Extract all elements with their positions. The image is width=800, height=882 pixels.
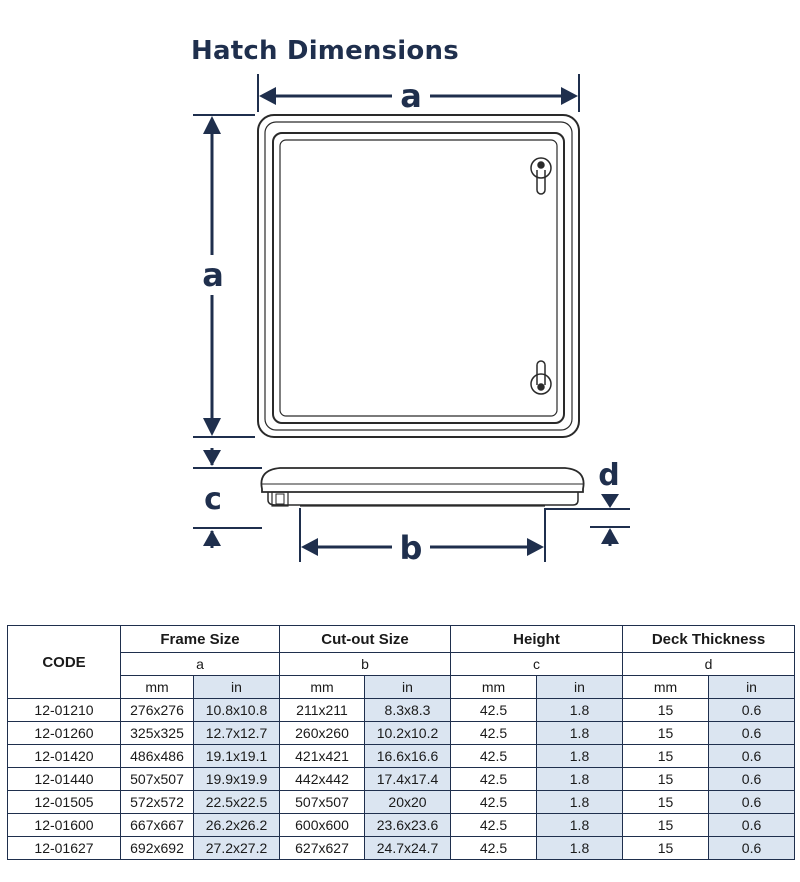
mm-value-cell: 572x572 xyxy=(121,791,194,814)
in-value-cell: 27.2x27.2 xyxy=(194,837,280,860)
unit-mm: mm xyxy=(280,676,365,699)
mm-value-cell: 15 xyxy=(623,814,709,837)
code-cell: 12-01505 xyxy=(8,791,121,814)
unit-in: in xyxy=(194,676,280,699)
in-value-cell: 0.6 xyxy=(709,814,795,837)
in-value-cell: 0.6 xyxy=(709,768,795,791)
group-header-height: Height xyxy=(451,626,623,653)
profile-height-dimension xyxy=(193,448,262,548)
mm-value-cell: 42.5 xyxy=(451,699,537,722)
mm-value-cell: 42.5 xyxy=(451,837,537,860)
in-value-cell: 23.6x23.6 xyxy=(365,814,451,837)
mm-value-cell: 507x507 xyxy=(280,791,365,814)
mm-value-cell: 42.5 xyxy=(451,814,537,837)
code-cell: 12-01260 xyxy=(8,722,121,745)
in-value-cell: 10.2x10.2 xyxy=(365,722,451,745)
mm-value-cell: 507x507 xyxy=(121,768,194,791)
hatch-top-view xyxy=(258,115,579,437)
table-body xyxy=(8,699,795,860)
unit-mm: mm xyxy=(451,676,537,699)
unit-row xyxy=(8,676,795,699)
page-title: Hatch Dimensions xyxy=(191,36,459,66)
in-value-cell: 20x20 xyxy=(365,791,451,814)
code-cell: 12-01600 xyxy=(8,814,121,837)
mm-value-cell: 42.5 xyxy=(451,791,537,814)
cutout-width-label: b xyxy=(399,529,423,567)
in-value-cell: 17.4x17.4 xyxy=(365,768,451,791)
mm-value-cell: 667x667 xyxy=(121,814,194,837)
table-row xyxy=(8,837,795,860)
mm-value-cell: 15 xyxy=(623,699,709,722)
in-value-cell: 8.3x8.3 xyxy=(365,699,451,722)
in-value-cell: 16.6x16.6 xyxy=(365,745,451,768)
group-letter: d xyxy=(623,653,795,676)
code-cell: 12-01210 xyxy=(8,699,121,722)
in-value-cell: 1.8 xyxy=(537,791,623,814)
table-row xyxy=(8,814,795,837)
code-cell: 12-01440 xyxy=(8,768,121,791)
side-height-label: a xyxy=(202,256,224,294)
in-value-cell: 24.7x24.7 xyxy=(365,837,451,860)
mm-value-cell: 15 xyxy=(623,768,709,791)
mm-value-cell: 421x421 xyxy=(280,745,365,768)
code-header: CODE xyxy=(8,626,121,699)
group-header-frame-size: Frame Size xyxy=(121,626,280,653)
profile-height-label: c xyxy=(204,482,222,517)
in-value-cell: 0.6 xyxy=(709,745,795,768)
hatch-profile-view xyxy=(261,468,583,506)
group-header-deck-thickness: Deck Thickness xyxy=(623,626,795,653)
mm-value-cell: 486x486 xyxy=(121,745,194,768)
mm-value-cell: 692x692 xyxy=(121,837,194,860)
mm-value-cell: 325x325 xyxy=(121,722,194,745)
in-value-cell: 0.6 xyxy=(709,837,795,860)
mm-value-cell: 42.5 xyxy=(451,722,537,745)
in-value-cell: 1.8 xyxy=(537,814,623,837)
table-row xyxy=(8,745,795,768)
mm-value-cell: 42.5 xyxy=(451,768,537,791)
hinge-icon xyxy=(531,158,551,194)
hinge-icon xyxy=(531,361,551,394)
group-letter: b xyxy=(280,653,451,676)
dimensions-table xyxy=(7,625,795,860)
mm-value-cell: 15 xyxy=(623,722,709,745)
code-cell: 12-01420 xyxy=(8,745,121,768)
side-height-dimension xyxy=(193,115,255,437)
mm-value-cell: 627x627 xyxy=(280,837,365,860)
mm-value-cell: 276x276 xyxy=(121,699,194,722)
code-cell: 12-01627 xyxy=(8,837,121,860)
in-value-cell: 1.8 xyxy=(537,768,623,791)
unit-in: in xyxy=(709,676,795,699)
in-value-cell: 1.8 xyxy=(537,837,623,860)
unit-in: in xyxy=(365,676,451,699)
in-value-cell: 12.7x12.7 xyxy=(194,722,280,745)
cutout-width-dimension xyxy=(300,508,545,567)
top-width-label: a xyxy=(400,77,422,115)
mm-value-cell: 600x600 xyxy=(280,814,365,837)
group-header-row xyxy=(8,626,795,653)
in-value-cell: 0.6 xyxy=(709,699,795,722)
mm-value-cell: 42.5 xyxy=(451,745,537,768)
deck-thickness-dimension xyxy=(546,458,630,546)
in-value-cell: 19.9x19.9 xyxy=(194,768,280,791)
unit-mm: mm xyxy=(121,676,194,699)
in-value-cell: 1.8 xyxy=(537,745,623,768)
in-value-cell: 22.5x22.5 xyxy=(194,791,280,814)
unit-in: in xyxy=(537,676,623,699)
table-row xyxy=(8,722,795,745)
table-row xyxy=(8,791,795,814)
in-value-cell: 0.6 xyxy=(709,722,795,745)
mm-value-cell: 15 xyxy=(623,837,709,860)
in-value-cell: 0.6 xyxy=(709,791,795,814)
mm-value-cell: 211x211 xyxy=(280,699,365,722)
in-value-cell: 19.1x19.1 xyxy=(194,745,280,768)
mm-value-cell: 15 xyxy=(623,745,709,768)
deck-thickness-label: d xyxy=(598,458,620,493)
in-value-cell: 26.2x26.2 xyxy=(194,814,280,837)
in-value-cell: 1.8 xyxy=(537,699,623,722)
mm-value-cell: 442x442 xyxy=(280,768,365,791)
group-header-cutout-size: Cut-out Size xyxy=(280,626,451,653)
table-row xyxy=(8,699,795,722)
mm-value-cell: 15 xyxy=(623,791,709,814)
in-value-cell: 1.8 xyxy=(537,722,623,745)
table-row xyxy=(8,768,795,791)
in-value-cell: 10.8x10.8 xyxy=(194,699,280,722)
group-letter: c xyxy=(451,653,623,676)
unit-mm: mm xyxy=(623,676,709,699)
top-width-dimension xyxy=(258,74,579,115)
mm-value-cell: 260x260 xyxy=(280,722,365,745)
group-letter: a xyxy=(121,653,280,676)
letter-row xyxy=(8,653,795,676)
